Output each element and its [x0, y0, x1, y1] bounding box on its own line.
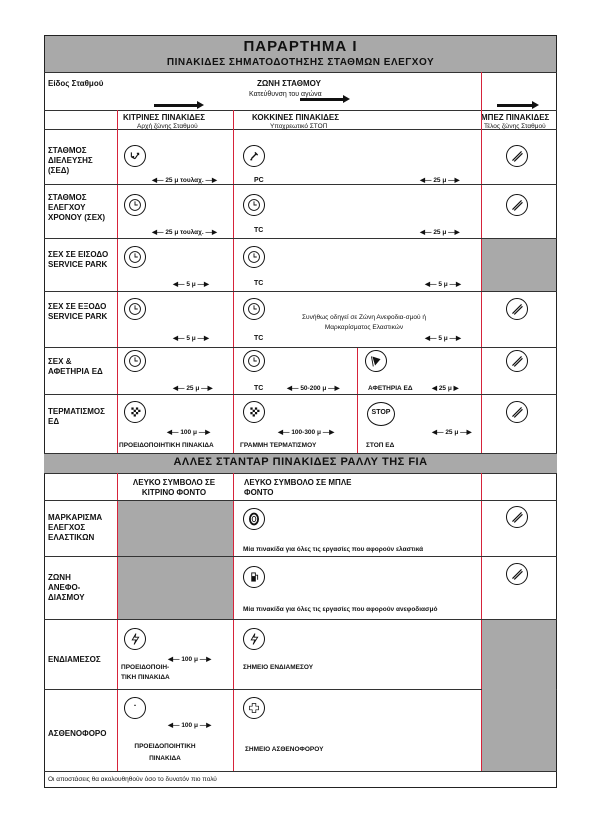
header-zone-label: ΖΩΝΗ ΣΤΑΘΜΟΥ: [257, 79, 321, 88]
section2-blue-label: ΛΕΥΚΟ ΣΥΜΒΟΛΟ ΣΕ ΜΠΛΕ ΦΟΝΤΟ: [244, 478, 352, 497]
row3-yellow-dist: ◀— 5 μ —▶: [173, 335, 210, 342]
chequered-flag-icon: [243, 401, 265, 423]
header-blue-label: ΜΠΕΖ ΠΙΝΑΚΙΔΕΣ: [481, 113, 550, 122]
direction-arrow-right: [497, 104, 533, 107]
clock-icon: [124, 246, 146, 268]
header-zone-sub: Κατεύθυνση του αγώνα: [249, 91, 322, 98]
row5-stop-label: ΣΤΟΠ ΕΔ: [366, 442, 395, 449]
s2-row-label-0: ΜΑΡΚΑΡΙΣΜΑ ΕΛΕΓΧΟΣ ΕΛΑΣΤΙΚΩΝ: [48, 513, 103, 542]
row0-red-dist: ◀— 25 μ —▶: [420, 177, 460, 184]
row4-yellow-dist: ◀— 25 μ —▶: [173, 385, 213, 392]
row5-yellow-dist: ◀— 100 μ —▶: [167, 429, 211, 436]
ambulance-cross-icon: [243, 697, 265, 719]
s2-row2-yellow-dist: ◀— 100 μ —▶: [168, 656, 212, 663]
page-subtitle: ΠΙΝΑΚΙΔΕΣ ΣΗΜΑΤΟΔΟΤΗΣΗΣ ΣΤΑΘΜΩΝ ΕΛΕΓΧΟΥ: [166, 57, 435, 68]
s2-row2-yellow-caption: ΠΡΟΕΙΔΟΠΟΙΗ-ΤΙΚΗ ΠΙΝΑΚΙΔΑ: [121, 664, 170, 681]
header-red-sub: Υποχρεωτικό ΣΤΟΠ: [270, 123, 328, 130]
header-yellow-label: ΚΙΤΡΙΝΕΣ ΠΙΝΑΚΙΔΕΣ: [123, 113, 206, 122]
row1-red-dist: ◀— 25 μ —▶: [420, 229, 460, 236]
row5-stop-dist: ◀— 25 μ —▶: [432, 429, 472, 436]
row3-red-code: TC: [254, 335, 264, 342]
clock-icon: [243, 298, 265, 320]
header-type-label: Είδος Σταθμού: [48, 79, 104, 88]
pc-flag-icon: [124, 145, 146, 167]
direction-arrow-center: [300, 98, 344, 101]
end-zone-icon: [506, 563, 528, 585]
stop-sign-icon: [367, 402, 395, 426]
header-yellow-sub: Αρχή ζώνης Σταθμού: [137, 123, 198, 130]
lightning-icon: [243, 628, 265, 650]
section2-yellow-label: ΛΕΥΚΟ ΣΥΜΒΟΛΟ ΣΕ ΚΙΤΡΙΝΟ ΦΟΝΤΟ: [132, 478, 216, 497]
row0-red-code: PC: [254, 177, 264, 184]
ambulance-warning-icon: [124, 697, 146, 719]
row4-red-dist: ◀— 50-200 μ —▶: [287, 385, 340, 392]
lightning-icon: [124, 628, 146, 650]
row2-red-code: TC: [254, 280, 264, 287]
start-flag-icon: [365, 350, 387, 372]
stop-sign-text: STOP: [371, 409, 391, 416]
clock-icon: [243, 194, 265, 216]
row5-red-dist: ◀— 100-300 μ —▶: [278, 429, 335, 436]
end-zone-icon: [506, 298, 528, 320]
row-label-3: ΣΕΧ ΣΕ ΕΞΟΔΟ SERVICE PARK: [48, 302, 108, 321]
end-zone-icon: [506, 194, 528, 216]
end-zone-icon: [506, 145, 528, 167]
section2-title: ΑΛΛΕΣ ΣΤΑΝΤΑΡ ΠΙΝΑΚΙΔΕΣ ΡΑΛΛΥ ΤΗΣ FIA: [173, 456, 428, 468]
row5-yellow-caption: ΠΡΟΕΙΔΟΠΟΙΗΤΙΚΗ ΠΙΝΑΚΙΔΑ: [119, 442, 214, 449]
row-label-4: ΣΕΧ & ΑΦΕΤΗΡΙΑ ΕΔ: [48, 357, 103, 376]
s2-row-label-2: ΕΝΔΙΑΜΕΣΟΣ: [48, 655, 101, 664]
end-zone-icon: [506, 401, 528, 423]
row3-red-dist: ◀— 5 μ —▶: [425, 335, 462, 342]
s2-caption-0: Μία πινακίδα για όλες τις εργασίες που αφορούν ελαστικά: [243, 546, 424, 553]
clock-icon: [124, 350, 146, 372]
row5-red-caption: ΓΡΑΜΜΗ ΤΕΡΜΑΤΙΣΜΟΥ: [240, 442, 317, 449]
row-label-5: ΤΕΡΜΑΤΙΣΜΟΣ ΕΔ: [48, 407, 105, 426]
end-zone-icon: [506, 506, 528, 528]
row4-red-code: TC: [254, 385, 264, 392]
s2-row3-yellow-caption: ΠΡΟΕΙΔΟΠΟΙΗΤΙΚΗ ΠΙΝΑΚΙΔΑ: [134, 743, 196, 762]
row3-note: Συνήθως οδηγεί σε Ζώνη Ανεφοδια-σμού ή Μαρκαρίσματος Ελαστικών: [302, 314, 426, 331]
s2-row-label-3: ΑΣΘΕΝΟΦΟΡΟ: [48, 729, 107, 738]
row2-yellow-dist: ◀— 5 μ —▶: [173, 281, 210, 288]
footer-note: Οι αποστάσεις θα ακολουθηθούν όσο το δυνατόν πιο πολύ: [48, 776, 217, 783]
pc-stamp-icon: [243, 145, 265, 167]
chequered-flag-icon: [124, 401, 146, 423]
fuel-pump-icon: [243, 566, 265, 588]
clock-icon: [124, 194, 146, 216]
row-label-1: ΣΤΑΘΜΟΣ ΕΛΕΓΧΟΥ ΧΡΟΝΟΥ (ΣΕΧ): [48, 193, 106, 222]
s2-caption-3: ΣΗΜΕΙΟ ΑΣΘΕΝΟΦΟΡΟΥ: [245, 746, 324, 753]
clock-icon: [124, 298, 146, 320]
s2-caption-1: Μία πινακίδα για όλες τις εργασίες που αφορούν ανεφοδιασμό: [243, 606, 438, 613]
header-red-label: ΚΟΚΚΙΝΕΣ ΠΙΝΑΚΙΔΕΣ: [252, 113, 339, 122]
s2-caption-2: ΣΗΜΕΙΟ ΕΝΔΙΑΜΕΣΟΥ: [243, 664, 314, 671]
row4-start-dist: ◀ 25 μ ▶: [432, 385, 459, 392]
clock-icon: [243, 246, 265, 268]
row0-yellow-dist: ◀— 25 μ τουλαχ. —▶: [152, 177, 217, 184]
s2-row3-yellow-dist: ◀— 100 μ —▶: [168, 722, 212, 729]
direction-arrow-left: [154, 104, 198, 107]
row4-start-label: ΑΦΕΤΗΡΙΑ ΕΔ: [368, 385, 413, 392]
header-blue-sub: Τέλος ζώνης Σταθμού: [484, 123, 546, 130]
end-zone-icon: [506, 350, 528, 372]
row-label-2: ΣΕΧ ΣΕ ΕΙΣΟΔΟ SERVICE PARK: [48, 250, 109, 269]
row2-red-dist: ◀— 5 μ —▶: [425, 281, 462, 288]
clock-icon: [243, 350, 265, 372]
row1-red-code: TC: [254, 227, 264, 234]
tyre-icon: [243, 508, 265, 530]
s2-row-label-1: ΖΩΝΗ ΑΝΕΦΟ-ΔΙΑΣΜΟΥ: [48, 573, 85, 602]
row1-yellow-dist: ◀— 25 μ τουλαχ. —▶: [152, 229, 217, 236]
row-label-0: ΣΤΑΘΜΟΣ ΔΙΕΛΕΥΣΗΣ (ΣΕΔ): [48, 146, 93, 175]
page-title: ΠΑΡΑΡΤΗΜΑ Ι: [243, 38, 358, 55]
